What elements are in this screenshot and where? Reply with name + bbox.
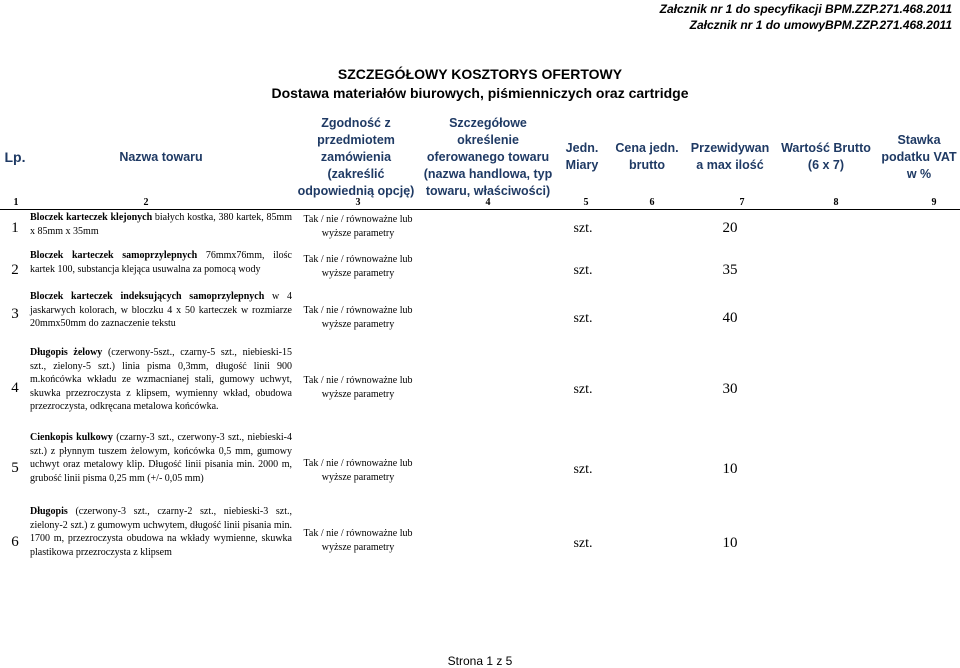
row-conformity-options[interactable]: Tak / nie / równoważne lub wyższe parametry	[303, 305, 413, 330]
row-quantity: 10	[722, 535, 738, 551]
col-header-value-line: (6 x 7)	[807, 158, 845, 172]
col-header-price-line: Cena jedn.	[615, 141, 679, 155]
row-quantity: 20	[722, 220, 738, 236]
col-header-vat-line: w %	[906, 166, 932, 181]
attachment-ref-contract: Załcznik nr 1 do umowyBPM.ZZP.271.468.2011	[689, 18, 952, 32]
col-header-conformity	[292, 115, 420, 198]
row-product-name-bold: Długopis	[30, 506, 68, 517]
column-number: 5	[583, 197, 589, 208]
row-conformity-options[interactable]: Tak / nie / równoważne lub wyższe parametry	[303, 458, 413, 483]
column-number: 9	[931, 197, 937, 208]
page-title: SZCZEGÓŁOWY KOSZTORYS OFERTOWY	[337, 66, 623, 82]
row-product-name-rest: (czerwony-3 szt., czarny-2 szt., niebieski-3 szt., zielony-2 szt.) z gumowym uchwytem, długość linii pisania min. 1700 m, przezroczysta obudowa na wkłady wymienne, skuwka plastikowa przezroczysta z klipsem	[30, 506, 292, 558]
row-product-name	[30, 211, 292, 238]
col-header-name	[30, 118, 292, 196]
col-header-vat	[878, 118, 960, 196]
row-conformity-options[interactable]: Tak / nie / równoważne lub wyższe parametry	[303, 375, 413, 400]
table-divider	[0, 209, 960, 210]
col-header-unit	[556, 118, 608, 196]
row-product-name-bold: Bloczek karteczek indeksujących samoprzylepnych	[30, 291, 265, 302]
row-unit: szt.	[573, 263, 593, 278]
col-header-vat-line: Stawka	[897, 132, 941, 147]
row-product-name-rest: 76mmx76mm, ilośc kartek 100, substancja klejąca usuwalna za pomocą wody	[30, 250, 292, 275]
column-number: 7	[739, 197, 745, 208]
col-header-conformity-line: odpowiednią opcję)	[297, 183, 415, 198]
col-header-value	[774, 118, 878, 196]
col-header-lp-line: Lp.	[4, 148, 26, 165]
row-lp: 4	[11, 380, 19, 396]
col-header-price	[608, 118, 686, 196]
row-lp: 2	[11, 262, 19, 278]
column-number: 8	[833, 197, 839, 208]
row-quantity: 35	[722, 262, 738, 278]
col-header-value-line: Wartość Brutto	[781, 141, 871, 155]
page-number: Strona 1 z 5	[447, 654, 513, 668]
col-header-conformity-line: przedmiotem	[317, 132, 395, 147]
col-header-qty-line: Przewidywan	[690, 141, 770, 155]
row-conformity-options[interactable]: Tak / nie / równoważne lub wyższe parametry	[303, 214, 413, 239]
col-header-lp-text	[5, 149, 26, 166]
row-unit: szt.	[573, 221, 593, 236]
row-quantity: 10	[722, 461, 738, 477]
column-number: 1	[13, 197, 19, 208]
row-product-name-rest: (czerwony-5szt., czarny-5 szt., niebieski-15 szt., zielony-5 szt.) linia pisma 0,3mm, długość linii 900 m.końcówka wkładu ze wzmacnianej stali, gumowy uchwyt, skuwka przezroczysta z klipsem, wymienny wkład, obudowa przezroczysta, odkręcana metalowa końcówka.	[30, 347, 293, 413]
row-quantity: 40	[722, 310, 738, 326]
row-unit: szt.	[573, 311, 593, 326]
row-conformity-options[interactable]: Tak / nie / równoważne lub wyższe parametry	[303, 254, 413, 279]
row-conformity-options[interactable]: Tak / nie / równoważne lub wyższe parametry	[303, 528, 413, 553]
row-lp: 1	[11, 220, 19, 236]
row-product-name	[30, 290, 292, 331]
row-product-name	[30, 346, 292, 414]
row-product-name-bold: Bloczek karteczek klejonych	[30, 212, 153, 223]
row-unit: szt.	[573, 536, 593, 551]
page-subtitle: Dostawa materiałów biurowych, piśmienniczych oraz cartridge	[271, 85, 689, 101]
row-lp: 5	[11, 460, 19, 476]
row-product-name-rest: białych kostka, 380 kartek, 85mm x 85mm x 35mm	[30, 212, 293, 237]
col-header-unit-line: Jedn.	[565, 141, 599, 155]
row-product-name-rest: (czarny-3 szt., czerwony-3 szt., niebieski-4 szt.) z płynnym tuszem żelowym, końcówka 0,5 mm, gumowy uchwyt oraz metalowy klip. Długość linii pisania min. 2000 m, grubość linii pisma 0,25 mm (+/- 0,05 mm)	[30, 432, 292, 484]
row-product-name-rest: w 4 jaskarwych kolorach, w bloczku 4 x 50 karteczek w rozmiarze 20mmx50mm do zaznaczenie tekstu	[30, 291, 292, 330]
row-unit: szt.	[573, 462, 593, 477]
col-header-qty-line: a max ilość	[696, 158, 764, 172]
row-quantity: 30	[722, 381, 738, 397]
attachment-ref-specification: Załcznik nr 1 do specyfikacji BPM.ZZP.271.468.2011	[659, 2, 952, 16]
column-number: 6	[649, 197, 655, 208]
row-product-name-bold: Długopis żelowy	[30, 347, 103, 358]
column-number: 3	[355, 197, 361, 208]
column-number: 4	[485, 197, 491, 208]
col-header-conformity-line: Zgodność z	[321, 115, 391, 130]
col-header-conformity-line: zamówienia (zakreślić	[320, 149, 392, 181]
col-header-qty	[686, 118, 774, 196]
row-product-name	[30, 431, 292, 485]
col-header-price-line: brutto	[628, 158, 666, 172]
row-unit: szt.	[573, 382, 593, 397]
col-header-details-line: (nazwa handlowa, typ	[423, 166, 553, 181]
col-header-lp	[0, 118, 30, 196]
col-header-details-line: oferowanego towaru	[426, 149, 550, 164]
row-product-name-bold: Bloczek karteczek samoprzylepnych	[30, 250, 198, 261]
row-product-name	[30, 505, 292, 559]
col-header-details	[420, 115, 556, 198]
row-lp: 6	[11, 534, 19, 550]
row-product-name-bold: Cienkopis kulkowy	[30, 432, 113, 443]
col-header-name-line: Nazwa towaru	[119, 149, 203, 164]
row-lp: 3	[11, 306, 19, 322]
col-header-unit-line: Miary	[565, 158, 599, 172]
col-header-details-line: Szczegółowe określenie	[449, 115, 527, 147]
column-number: 2	[143, 197, 149, 208]
col-header-details-line: towaru, właściwości)	[425, 183, 551, 198]
row-product-name	[30, 249, 292, 276]
col-header-vat-line: podatku VAT	[881, 149, 957, 164]
